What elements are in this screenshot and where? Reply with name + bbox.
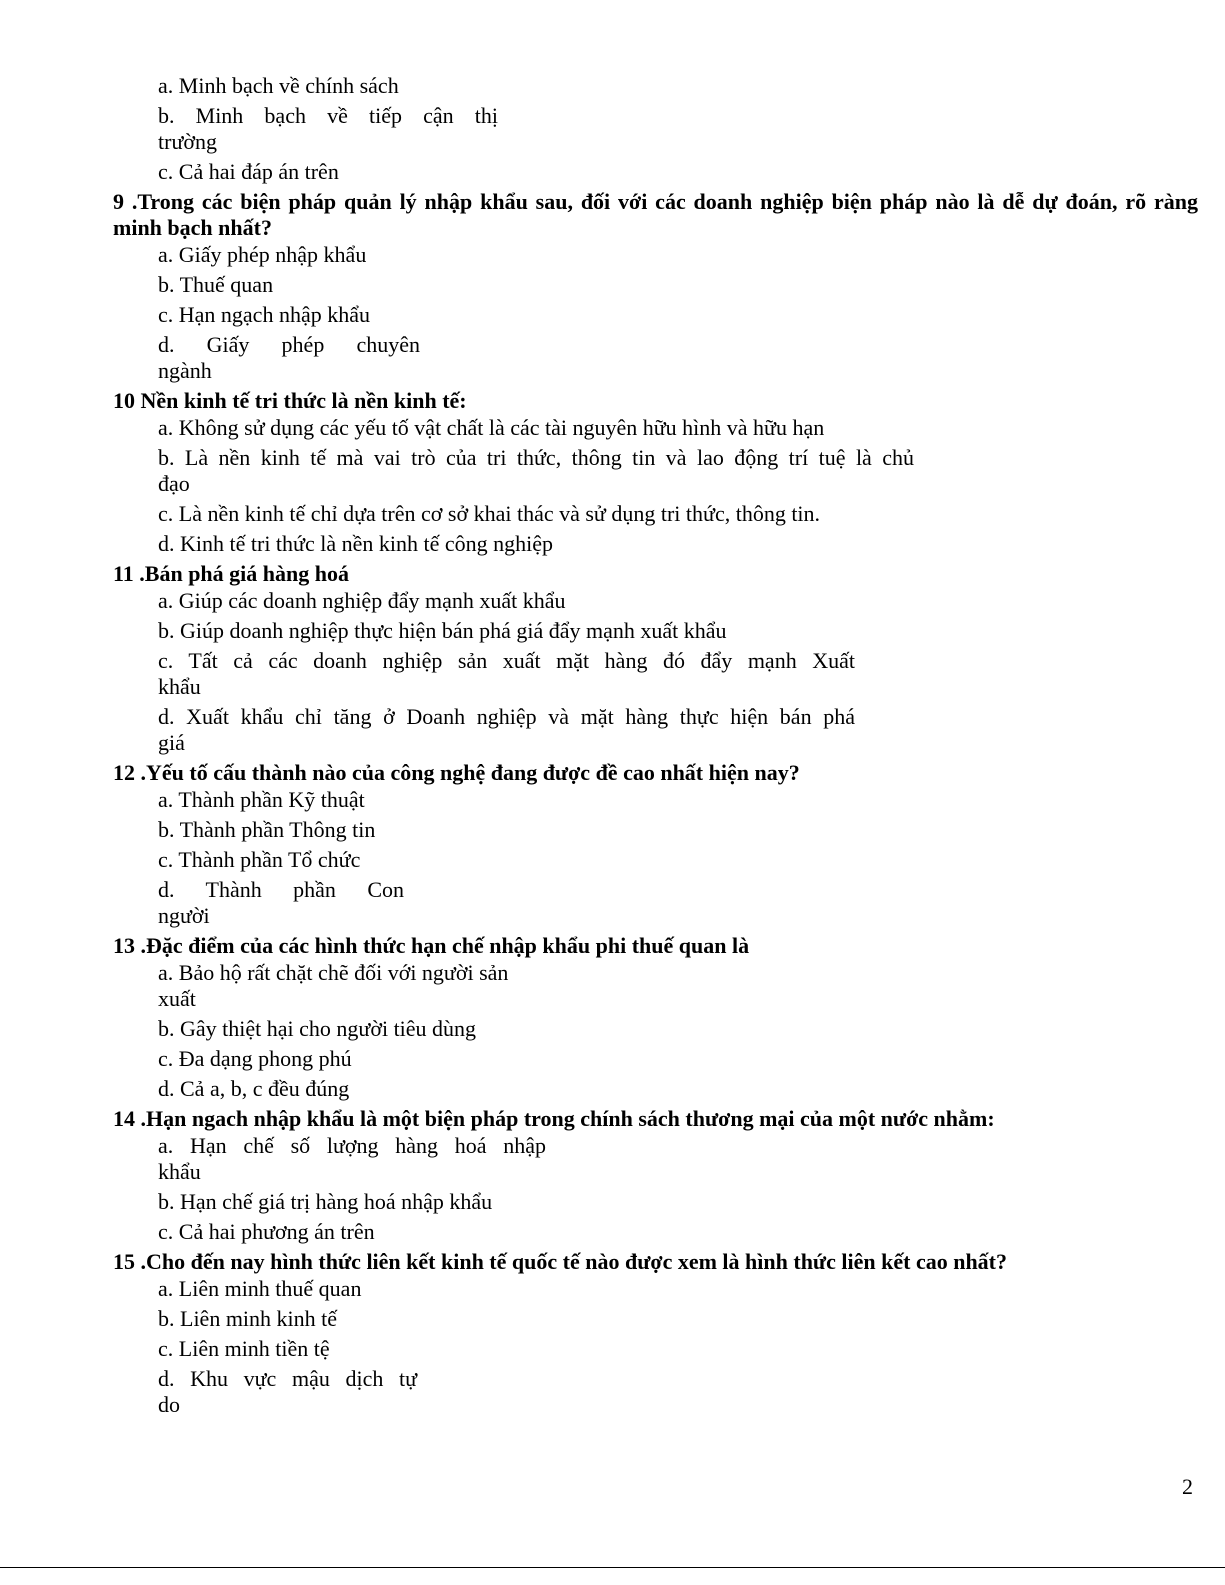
option-item — [113, 103, 498, 155]
option-item: a. Minh bạch về chính sách — [158, 73, 399, 98]
question-title: 13 .Đặc điểm của các hình thức hạn chế nhập khẩu phi thuế quan là — [113, 933, 750, 958]
option-first-line: d. Khu vực mậu dịch tự — [158, 1366, 417, 1391]
question-title: 15 .Cho đến nay hình thức liên kết kinh tế quốc tế nào được xem là hình thức liên kết cao nhất? — [113, 1249, 1008, 1274]
option-item: a. Không sử dụng các yếu tố vật chất là các tài nguyên hữu hình và hữu hạn — [158, 415, 825, 440]
option-wrap-line: ngành — [158, 358, 212, 383]
option-item: b. Hạn chế giá trị hàng hoá nhập khẩu — [158, 1189, 493, 1214]
option-wrap-line: do — [158, 1392, 180, 1417]
question-title: 12 .Yếu tố cấu thành nào của công nghệ đang được đề cao nhất hiện nay? — [113, 760, 800, 785]
option-first-line: b. Là nền kinh tế mà vai trò của tri thức, thông tin và lao động trí tuệ là chủ — [158, 445, 914, 470]
option-first-line: d. Giấy phép chuyên — [158, 332, 420, 357]
option-item: d. Kinh tế tri thức là nền kinh tế công nghiệp — [158, 531, 554, 556]
page-number: 2 — [1182, 1474, 1193, 1499]
option-item: c. Hạn ngạch nhập khẩu — [158, 302, 370, 327]
question-title: 14 .Hạn ngach nhập khẩu là một biện pháp trong chính sách thương mại của một nước nhằm: — [113, 1106, 995, 1131]
option-item: a. Giúp các doanh nghiệp đẩy mạnh xuất khẩu — [158, 588, 566, 613]
option-wrap-line: người — [158, 903, 210, 928]
option-item: d. Cả a, b, c đều đúng — [158, 1076, 350, 1101]
option-first-line: a. Hạn chế số lượng hàng hoá nhập — [158, 1133, 546, 1158]
option-first-line: b. Minh bạch về tiếp cận thị — [158, 103, 498, 128]
option-item: b. Liên minh kinh tế — [158, 1306, 338, 1331]
option-first-line: c. Tất cả các doanh nghiệp sản xuất mặt hàng đó đẩy mạnh Xuất — [158, 648, 855, 673]
option-first-line: a. Bảo hộ rất chặt chẽ đối với người sản — [158, 960, 509, 985]
option-item: b. Gây thiệt hại cho người tiêu dùng — [158, 1016, 477, 1041]
option-item: b. Thuế quan — [158, 272, 274, 297]
option-wrap-line: trường — [158, 129, 217, 154]
question-title: 9 .Trong các biện pháp quản lý nhập khẩu sau, đối với các doanh nghiệp biện pháp nào là dễ dự đoán, rõ ràng minh bạch nhất? — [113, 189, 1198, 240]
option-wrap-line: khẩu — [158, 674, 201, 699]
option-wrap-line: đạo — [158, 471, 190, 496]
option-first-line: d. Xuất khẩu chỉ tăng ở Doanh nghiệp và mặt hàng thực hiện bán phá — [158, 704, 855, 729]
quiz-content — [113, 73, 1198, 1422]
option-item — [113, 648, 855, 700]
option-item: c. Cả hai phương án trên — [158, 1219, 375, 1244]
question-title: 11 .Bán phá giá hàng hoá — [113, 561, 349, 586]
option-wrap-line: xuất — [158, 986, 196, 1011]
option-wrap-line: giá — [158, 730, 185, 755]
option-item: b. Thành phần Thông tin — [158, 817, 376, 842]
option-item: c. Là nền kinh tế chỉ dựa trên cơ sở khai thác và sử dụng tri thức, thông tin. — [158, 501, 821, 526]
option-item: a. Liên minh thuế quan — [158, 1276, 362, 1301]
option-item — [113, 704, 855, 756]
option-item — [113, 960, 628, 1012]
option-item — [113, 1133, 546, 1185]
option-item — [113, 1366, 417, 1418]
option-item — [113, 445, 914, 497]
question-title: 10 Nền kinh tế tri thức là nền kinh tế: — [113, 388, 467, 413]
option-wrap-line: khẩu — [158, 1159, 201, 1184]
page-bottom-rule — [0, 1567, 1225, 1568]
option-item: c. Cả hai đáp án trên — [158, 159, 339, 184]
option-item — [113, 332, 420, 384]
option-item: c. Thành phần Tổ chức — [158, 847, 361, 872]
option-item: c. Liên minh tiền tệ — [158, 1336, 330, 1361]
option-item: a. Giấy phép nhập khẩu — [158, 242, 367, 267]
option-item: a. Thành phần Kỹ thuật — [158, 787, 365, 812]
option-item: b. Giúp doanh nghiệp thực hiện bán phá giá đẩy mạnh xuất khẩu — [158, 618, 727, 643]
option-first-line: d. Thành phần Con — [158, 877, 404, 902]
option-item — [113, 877, 404, 929]
option-item: c. Đa dạng phong phú — [158, 1046, 352, 1071]
